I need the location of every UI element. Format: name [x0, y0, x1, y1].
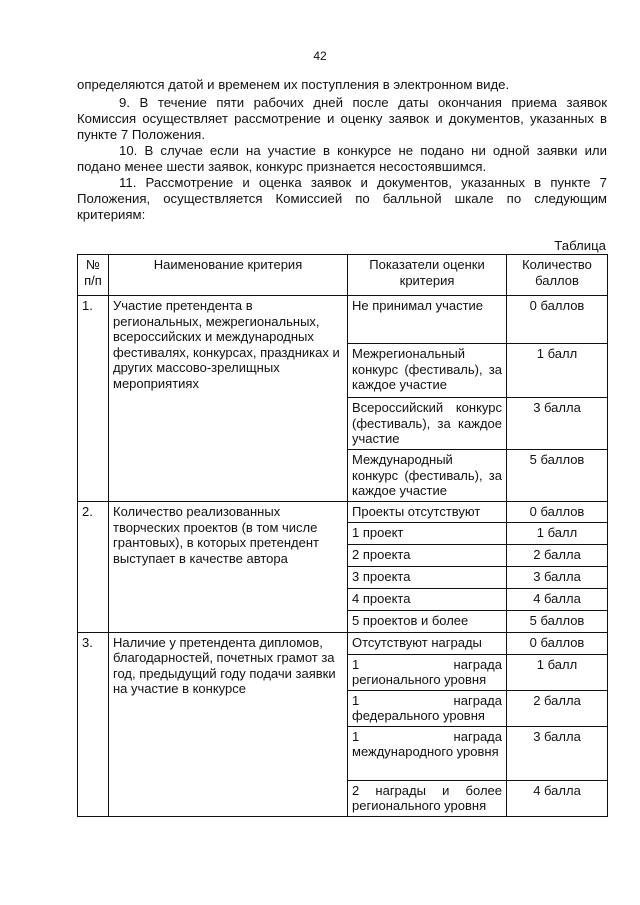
table-caption: Таблица: [554, 238, 606, 253]
indicator-cell: 2 награды и более регионального уровня: [348, 780, 507, 816]
header-criterion-name: Наименование критерия: [109, 255, 348, 296]
indicator-cell: 1 награда международного уровня: [348, 726, 507, 780]
score-cell: 0 баллов: [507, 502, 608, 523]
score-cell: 1 балл: [507, 522, 608, 544]
header-number: № п/п: [78, 255, 109, 296]
indicator-cell: 5 проектов и более: [348, 610, 507, 632]
indicator-cell: 2 проекта: [348, 544, 507, 566]
criterion-number: 3.: [78, 632, 109, 816]
paragraph-11-text: 11. Рассмотрение и оценка заявок и документов, указанных в пункте 7 Положения, осуществляется Комиссией по балльной шкале по следующим критериям:: [77, 175, 607, 222]
score-cell: 0 баллов: [507, 632, 608, 654]
criteria-table: [77, 254, 608, 817]
page-number: 42: [313, 49, 327, 63]
score-cell: 5 баллов: [507, 610, 608, 632]
table-row: [78, 632, 608, 654]
paragraph-9-text: 9. В течение пяти рабочих дней после даты окончания приема заявок Комиссия осуществляет рассмотрение и оценку заявок и документов, указанных в пункте 7 Положения.: [77, 95, 607, 142]
score-cell: 3 балла: [507, 398, 608, 450]
table-row: [78, 502, 608, 523]
criterion-name: Участие претендента в региональных, межрегиональных, всероссийских и международных фестивалях, конкурсах, праздниках и других массово-зрелищных мероприятиях: [109, 296, 348, 502]
criterion-name: Количество реализованных творческих проектов (в том числе грантовых), в которых претендент выступает в качестве автора: [109, 502, 348, 633]
table-row: [78, 296, 608, 344]
score-cell: 5 баллов: [507, 450, 608, 502]
criterion-name: Наличие у претендента дипломов, благодарностей, почетных грамот за год, предыдущий году подачи заявки на участие в конкурсе: [109, 632, 348, 816]
indicator-cell: Проекты отсутствуют: [348, 502, 507, 523]
score-cell: 1 балл: [507, 654, 608, 690]
indicator-cell: 1 проект: [348, 522, 507, 544]
table-header-row: [78, 255, 608, 296]
indicator-cell: Отсутствуют награды: [348, 632, 507, 654]
score-cell: 3 балла: [507, 566, 608, 588]
indicator-cell: Всероссийский конкурс (фестиваль), за каждое участие: [348, 398, 507, 450]
indicator-cell: Не принимал участие: [348, 296, 507, 344]
score-cell: 0 баллов: [507, 296, 608, 344]
indicator-cell: 3 проекта: [348, 566, 507, 588]
paragraph-continuation: определяются датой и временем их поступления в электронном виде.: [77, 77, 510, 92]
criterion-number: 2.: [78, 502, 109, 633]
indicator-cell: Международный конкурс (фестиваль), за каждое участие: [348, 450, 507, 502]
score-cell: 3 балла: [507, 726, 608, 780]
score-cell: 2 балла: [507, 690, 608, 726]
indicator-cell: 1 награда федерального уровня: [348, 690, 507, 726]
paragraph-10-text: 10. В случае если на участие в конкурсе не подано ни одной заявки или подано менее шести заявок, конкурс признается несостоявшимся.: [77, 143, 607, 174]
paragraph-11: [77, 175, 607, 223]
score-cell: 2 балла: [507, 544, 608, 566]
header-indicators: Показатели оценки критерия: [348, 255, 507, 296]
header-score: Количество баллов: [507, 255, 608, 296]
table-body: [78, 296, 608, 817]
indicator-cell: 4 проекта: [348, 588, 507, 610]
indicator-cell: 1 награда регионального уровня: [348, 654, 507, 690]
score-cell: 4 балла: [507, 588, 608, 610]
indicator-cell: Межрегиональный конкурс (фестиваль), за каждое участие: [348, 344, 507, 398]
paragraph-9: [77, 95, 607, 143]
paragraph-10: [77, 143, 607, 175]
score-cell: 1 балл: [507, 344, 608, 398]
criterion-number: 1.: [78, 296, 109, 502]
score-cell: 4 балла: [507, 780, 608, 816]
